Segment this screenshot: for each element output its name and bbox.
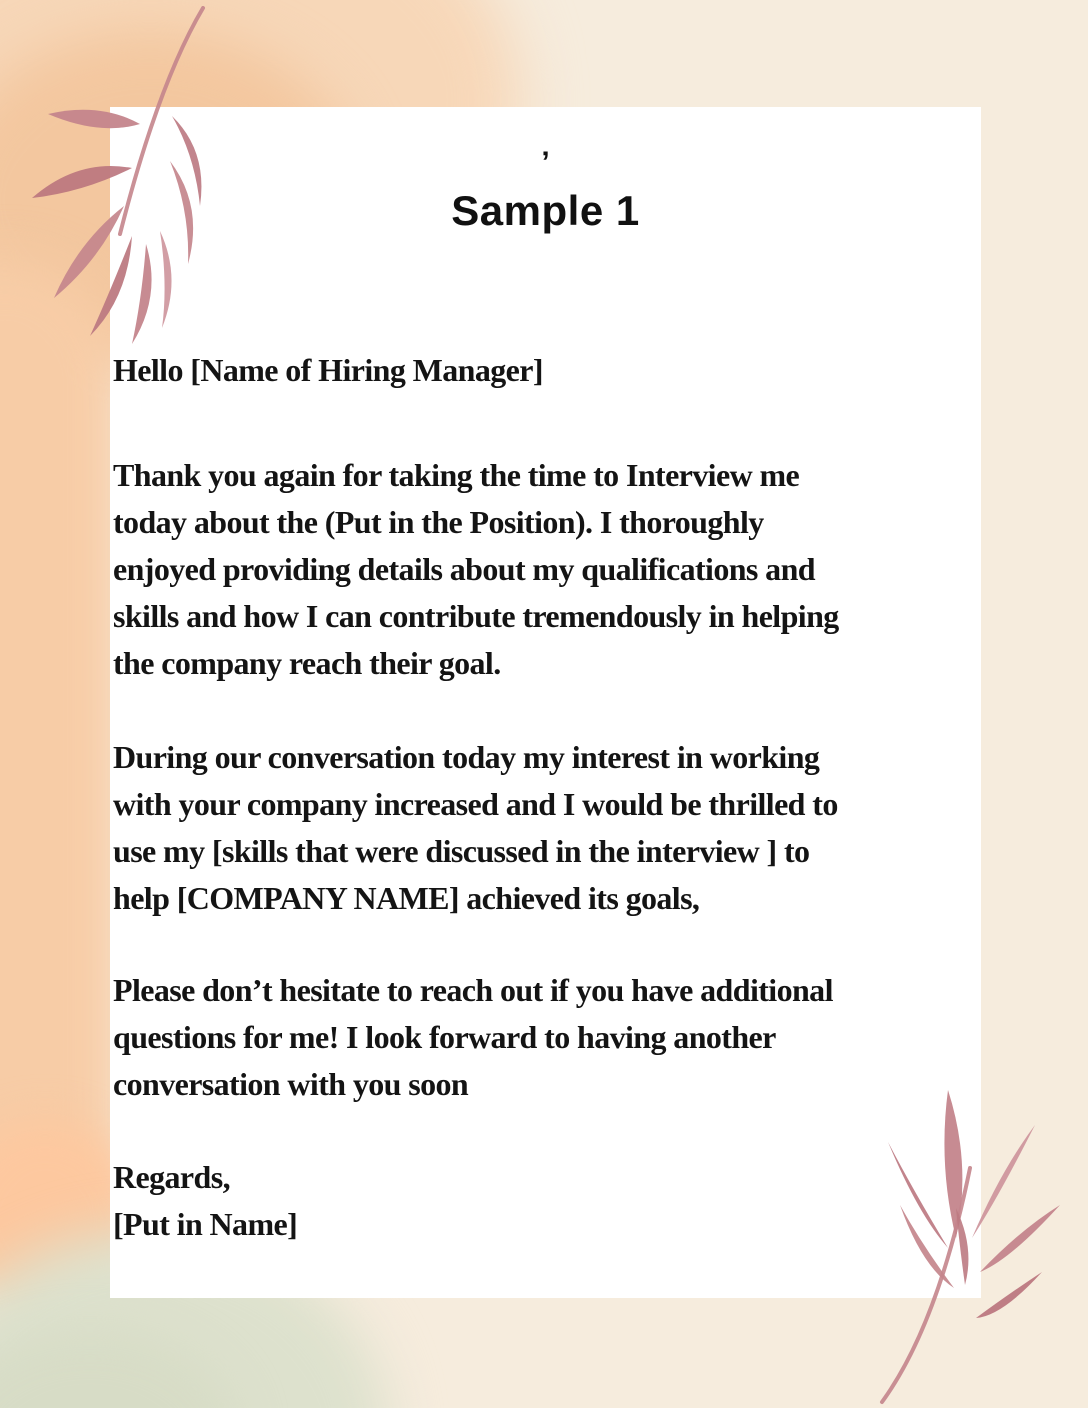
closing-block [113, 1154, 979, 1248]
letter-line: Thank you again for taking the time to Interview me [113, 457, 800, 493]
paragraph-1 [113, 452, 979, 687]
letter-line: use my [skills that were discussed in the interview ] to [113, 833, 810, 869]
letter-line: questions for me! I look forward to having another [113, 1019, 776, 1055]
letter-line: conversation with you soon [113, 1066, 469, 1102]
letter-line: help [COMPANY NAME] achieved its goals, [113, 880, 700, 916]
letter-line: enjoyed providing details about my qualifications and [113, 551, 815, 587]
closing: Regards, [113, 1159, 230, 1195]
paragraph-2 [113, 734, 979, 922]
stray-apostrophe: ’ [541, 146, 550, 179]
page-title: Sample 1 [451, 187, 640, 234]
letter-line: with your company increased and I would be thrilled to [113, 786, 838, 822]
paragraph-3 [113, 967, 979, 1108]
salutation [113, 347, 979, 394]
salutation-line: Hello [Name of Hiring Manager] [113, 352, 543, 388]
letter-line: today about the (Put in the Position). I thoroughly [113, 504, 764, 540]
signature-placeholder: [Put in Name] [113, 1206, 298, 1242]
letter-line: the company reach their goal. [113, 645, 501, 681]
letter-line: During our conversation today my interest in working [113, 739, 820, 775]
letter-line: skills and how I can contribute tremendously in helping [113, 598, 839, 634]
letter-content [110, 107, 981, 1298]
watercolor-wash-left-strip [0, 260, 120, 1260]
letter-line: Please don’t hesitate to reach out if you have additional [113, 972, 833, 1008]
